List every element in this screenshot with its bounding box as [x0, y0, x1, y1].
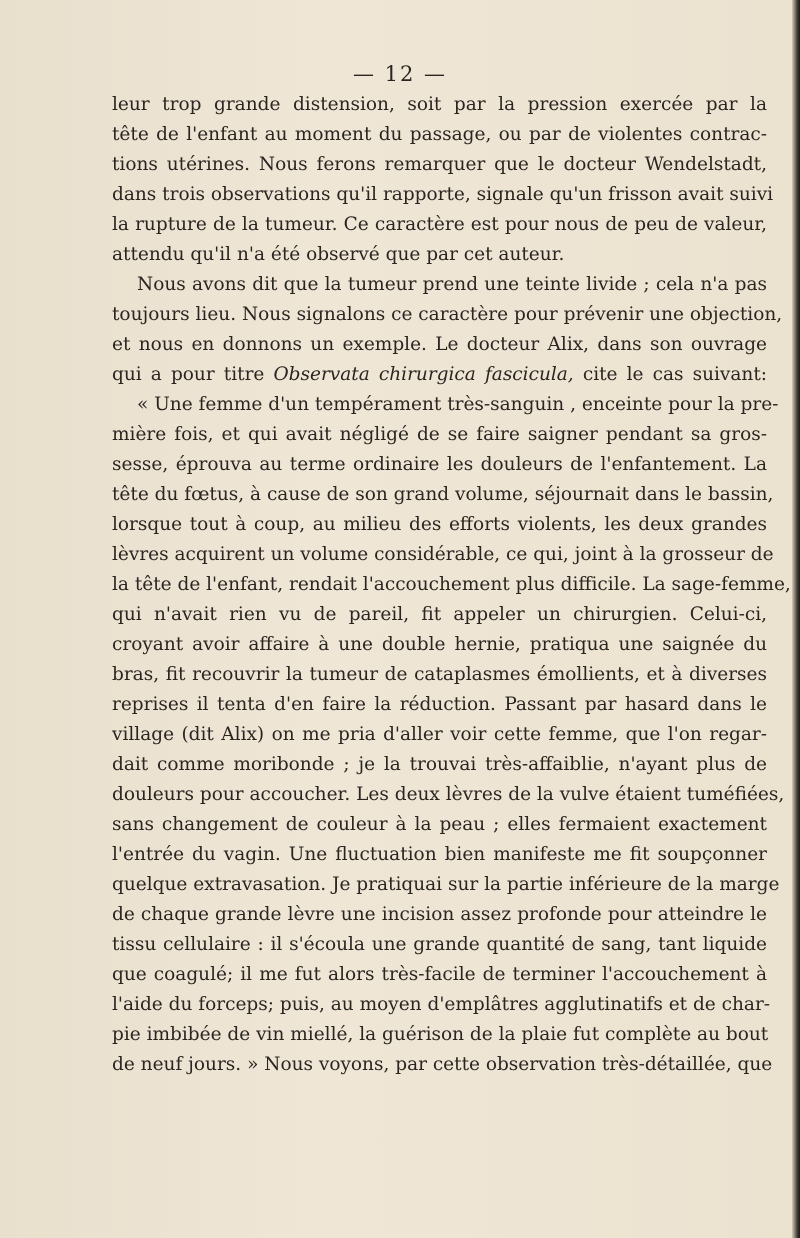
text-line: « Une femme d'un tempérament très-sanguin , enceinte pour la pre- [137, 394, 779, 415]
text-line: et nous en donnons un exemple. Le docteur Alix, dans son ouvrage [112, 334, 767, 355]
text-line: la tête de l'enfant, rendait l'accouchement plus difficile. La sage-femme, [112, 574, 791, 595]
text-line: lèvres acquirent un volume considérable, ce qui, joint à la grosseur de [112, 544, 774, 565]
text-line: lorsque tout à coup, au milieu des efforts violents, les deux grandes [112, 514, 767, 535]
text-line: l'aide du forceps; puis, au moyen d'emplâtres agglutinatifs et de char- [112, 994, 771, 1015]
body-text [112, 90, 791, 1080]
text-line: pie imbibée de vin miellé, la guérison de la plaie fut complète au bout [112, 1024, 769, 1045]
text-fragment: qui a pour titre [112, 364, 265, 385]
book-title: Observata chirurgica fasciculа, [273, 364, 574, 385]
text-line-with-title [112, 360, 767, 390]
text-line: l'entrée du vagin. Une fluctuation bien manifeste me fit soupçonner [112, 844, 767, 865]
text-line: tête de l'enfant au moment du passage, ou par de violentes contrac- [112, 124, 767, 145]
text-line: douleurs pour accoucher. Les deux lèvres de la vulve étaient tuméfiées, [112, 784, 785, 805]
text-line: de neuf jours. » Nous voyons, par cette observation très-détaillée, que [112, 1054, 773, 1075]
text-line: sans changement de couleur à la peau ; elles fermaient exactement [112, 814, 767, 835]
text-line: la rupture de la tumeur. Ce caractère est pour nous de peu de valeur, [112, 214, 767, 235]
text-line: sesse, éprouva au terme ordinaire les douleurs de l'enfantement. La [112, 454, 767, 475]
text-line: Nous avons dit que la tumeur prend une teinte livide ; cela n'a pas [137, 274, 767, 295]
page-edge-shadow [792, 0, 800, 1238]
text-line: mière fois, et qui avait négligé de se faire saigner pendant sa gros- [112, 424, 767, 445]
text-line: dait comme moribonde ; je la trouvai très-affaiblie, n'ayant plus de [112, 754, 767, 775]
text-fragment: cite le cas suivant: [582, 364, 767, 385]
text-line: tissu cellulaire : il s'écoula une grande quantité de sang, tant liquide [112, 934, 767, 955]
text-line: tête du fœtus, à cause de son grand volume, séjournait dans le bassin, [112, 484, 774, 505]
text-line: croyant avoir affaire à une double hernie, pratiqua une saignée du [112, 634, 767, 655]
page-number: — 12 — [352, 62, 448, 86]
text-line: que coagulé; il me fut alors très-facile de terminer l'accouchement à [112, 964, 767, 985]
text-line: bras, fit recouvrir la tumeur de cataplasmes émollients, et à diverses [112, 664, 767, 685]
text-line: quelque extravasation. Je pratiquai sur la partie inférieure de la marge [112, 874, 780, 895]
text-line: leur trop grande distension, soit par la pression exercée par la [112, 94, 767, 115]
text-line: attendu qu'il n'a été observé que par cet auteur. [112, 244, 565, 265]
text-line: reprises il tenta d'en faire la réduction. Passant par hasard dans le [112, 694, 767, 715]
text-line: de chaque grande lèvre une incision assez profonde pour atteindre le [112, 904, 767, 925]
text-line: village (dit Alix) on me pria d'aller voir cette femme, que l'on regar- [112, 724, 767, 745]
text-line: qui n'avait rien vu de pareil, fit appeler un chirurgien. Celui-ci, [112, 604, 767, 625]
text-line: toujours lieu. Nous signalons ce caractère pour prévenir une objection, [112, 304, 783, 325]
text-line: tions utérines. Nous ferons remarquer que le docteur Wendelstadt, [112, 154, 767, 175]
text-line: dans trois observations qu'il rapporte, signale qu'un frisson avait suivi [112, 184, 774, 205]
